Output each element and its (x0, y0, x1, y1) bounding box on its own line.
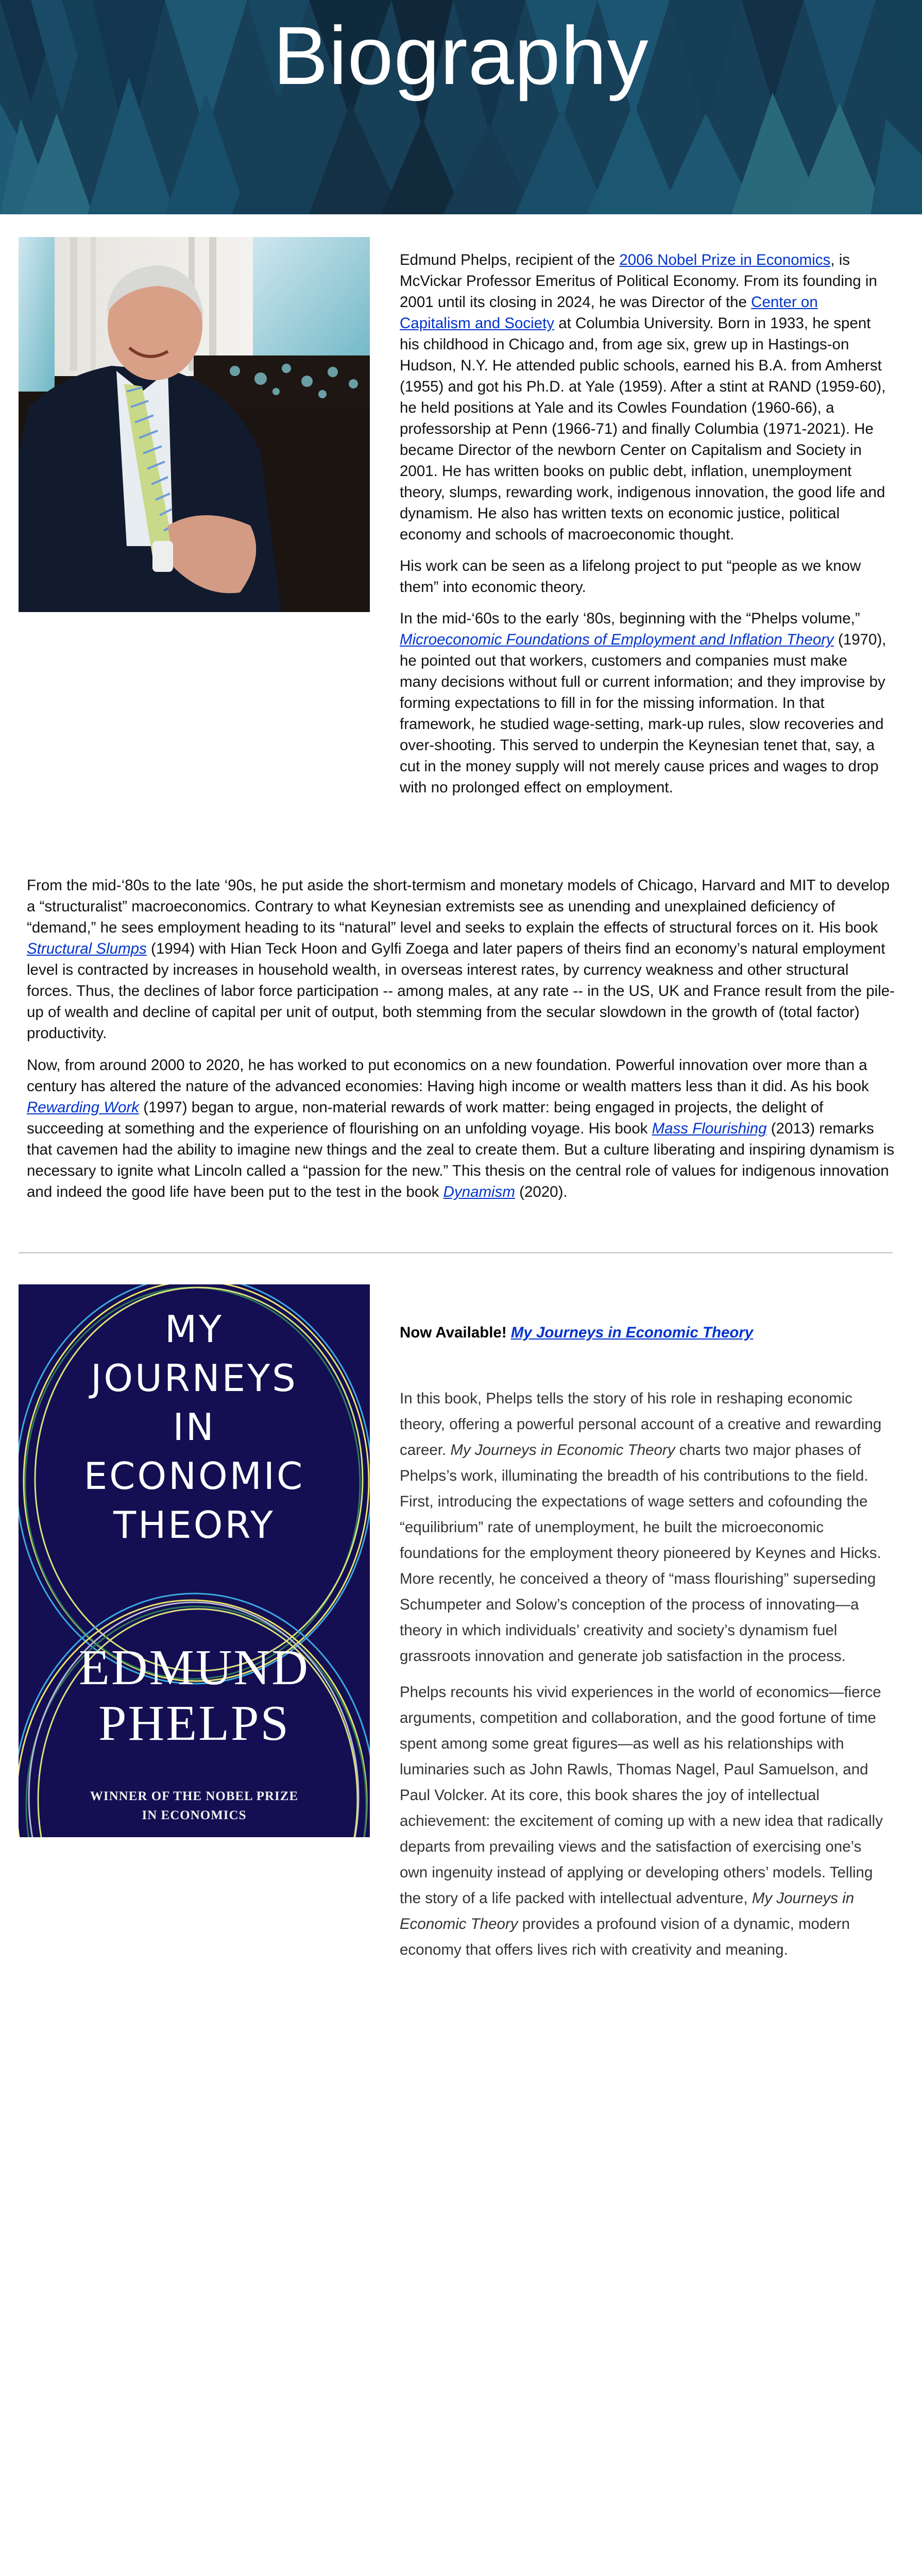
rewarding-work-link[interactable]: Rewarding Work (27, 1099, 140, 1116)
text-span: From the mid-‘80s to the late ‘90s, he put aside the short-termism and monetary models of Chicago, Harvard and MIT to develop a “structuralist” macroeconomics. Contrary to what Keynesian extremists see as unending and unexplained deficiency of “demand,” he sees employment heading to its “natural” level and seeks to explain the effects of structural forces on it. His book (27, 877, 890, 936)
bio-full-width-text (27, 875, 897, 1213)
text-span: (2020). (515, 1183, 568, 1200)
cover-tagline (19, 1787, 370, 1825)
cover-title-line: THEORY (113, 1503, 275, 1547)
text-span: (1997) began to argue, non-material rewards of work matter: being engaged in projects, the delight of succeeding at something and the experience of flourishing on an unfolding voyage. His book (27, 1099, 824, 1137)
book-title-italic: My Journeys in Economic Theory (400, 1890, 855, 1933)
nobel-prize-link[interactable]: 2006 Nobel Prize in Economics (619, 251, 831, 268)
dynamism-link[interactable]: Dynamism (443, 1183, 515, 1200)
book-description-paragraph (400, 1386, 886, 1669)
bio-paragraph-microfoundations (400, 608, 886, 798)
cover-author-line: PHELPS (98, 1696, 290, 1751)
cover-title (19, 1305, 370, 1550)
text-span: , is McVickar Professor Emeritus of Political Economy. From its founding in 2001 until its closing in 2024, he was Director of the (400, 251, 877, 311)
bio-paragraph-new-foundation (27, 1055, 897, 1202)
page-header-banner (0, 0, 922, 214)
microeconomic-foundations-link[interactable]: Microeconomic Foundations of Employment and Inflation Theory (400, 631, 834, 648)
book-title-link[interactable]: My Journeys in Economic Theory (510, 1324, 754, 1341)
text-span: charts two major phases of Phelps’s work, illuminating the breadth of his contributions to the field. First, introducing the expectations of wage setters and cofounding the “equilibrium” rate of unemployment, he built the microeconomic foundations for the employment theory pioneered by Keynes and Hicks. More recently, he conceived a theory of “mass flourishing” superseding Schumpeter and Solow’s conception of the process of innovating—a theory in which individuals’ creativity and society’s dynamism fuel grassroots innovation and generate job satisfaction in the process. (400, 1442, 881, 1665)
portrait-image (19, 237, 370, 612)
cover-tagline-line: WINNER OF THE NOBEL PRIZE (90, 1789, 299, 1803)
book-description (400, 1386, 886, 1963)
mass-flourishing-link[interactable]: Mass Flourishing (652, 1120, 767, 1137)
cover-title-line: IN (173, 1405, 216, 1449)
text-span: In the mid-‘60s to the early ‘80s, beginning with the “Phelps volume,” (400, 610, 860, 627)
text-span: In this book, Phelps tells the story of his role in reshaping economic theory, offering a powerful personal account of a creative and rewarding career. (400, 1390, 882, 1459)
book-description-paragraph (400, 1680, 886, 1963)
cover-title-line: JOURNEYS (91, 1357, 298, 1400)
page-title: Biography (273, 9, 649, 101)
center-on-capitalism-link[interactable]: Center on Capitalism and Society (400, 294, 818, 332)
bio-paragraph-lifelong-project: His work can be seen as a lifelong project to put “people as we know them” into economic theory. (400, 557, 861, 596)
text-span: (1970), he pointed out that workers, customers and companies must make many decisions without full or current information; and they improvise by forming expectations to fill in for the missing information. In that framework, he studied wage-setting, mark-up rules, slow recoveries and over-shooting. This served to underpin the Keynesian tenet that, say, a cut in the money supply will not merely cause prices and wages to drop with no prolonged effect on employment. (400, 631, 886, 796)
book-cover-image[interactable] (19, 1284, 370, 1837)
bio-paragraph-structuralist (27, 875, 897, 1044)
cover-author (19, 1640, 370, 1751)
text-span: (2013) remarks that cavemen had the ability to imagine new things and the zeal to create them. But a culture liberating and inspiring dynamism is necessary to ignite what Lincoln called a “passion for the new.” This thesis on the central role of values for indigenous innovation and indeed the good life have been put to the test in the book (27, 1120, 895, 1200)
cover-title-line: ECONOMIC (83, 1454, 305, 1498)
text-span: provides a profound vision of a dynamic, modern economy that offers lives rich with creativity and meaning. (400, 1916, 850, 1958)
bio-section (0, 214, 922, 833)
text-span: Edmund Phelps, recipient of the (400, 251, 620, 268)
portrait-photo (19, 237, 370, 612)
bio-paragraph-intro (400, 249, 886, 545)
book-title-italic: My Journeys in Economic Theory (450, 1442, 675, 1459)
text-span: at Columbia University. Born in 1933, he spent his childhood in Chicago and, from age six, grew up in Hastings-on Hudson, N.Y. He attended public schools, earned his B.A. from Amherst (1955) and got his Ph.D. at Yale (1959). After a stint at RAND (1959-60), he held positions at Yale and its Cowles Foundation (1960-66), a professorship at Penn (1966-71) and finally Columbia (1971-2021). He became Director of the newborn Center on Capitalism and Society in 2001. He has written books on public debt, inflation, unemployment theory, slumps, rewarding work, indigenous innovation, the good life and dynamism. He also has written texts on economic justice, political economy and schools of macroeconomic thought. (400, 315, 886, 543)
section-divider (19, 1252, 893, 1253)
text-span: Phelps recounts his vivid experiences in the world of economics—fierce arguments, competition and collaboration, and the good fortune of time spent among some great figures—as well as his relationships with luminaries such as John Rawls, Thomas Nagel, Paul Samuelson, and Paul Volcker. At its core, this book shares the joy of intellectual achievement: the excitement of coming up with a new idea that radically departs from prevailing views and the satisfaction of exercising one’s own ingenuity instead of applying or developing others’ models. Telling the story of a life packed with intellectual adventure, (400, 1684, 883, 1907)
text-span: (1994) with Hian Teck Hoon and Gylfi Zoega and later papers of theirs find an economy’s natural employment level is contracted by increases in household wealth, in overseas interest rates, by currency weakness and other structural forces. Thus, the declines of labor force participation -- among males, at any rate -- in the US, UK and France result from the pile-up of wealth and decline of capital per unit of output, both stemming from the secular slowdown in the growth of (total factor) productivity. (27, 940, 895, 1042)
cover-tagline-line: IN ECONOMICS (142, 1808, 247, 1822)
now-available-label: Now Available! (400, 1324, 507, 1341)
book-info-column (400, 1324, 886, 1973)
cover-author-line: EDMUND (78, 1640, 310, 1696)
now-available-heading (400, 1324, 886, 1342)
text-span: Now, from around 2000 to 2020, he has worked to put economics on a new foundation. Powerful innovation over more than a century has altered the nature of the advanced economies: Having high income or wealth matters less than it did. As his book (27, 1057, 869, 1095)
cover-title-line: MY (164, 1308, 224, 1351)
bio-text-column (400, 249, 886, 819)
structural-slumps-link[interactable]: Structural Slumps (27, 940, 147, 957)
